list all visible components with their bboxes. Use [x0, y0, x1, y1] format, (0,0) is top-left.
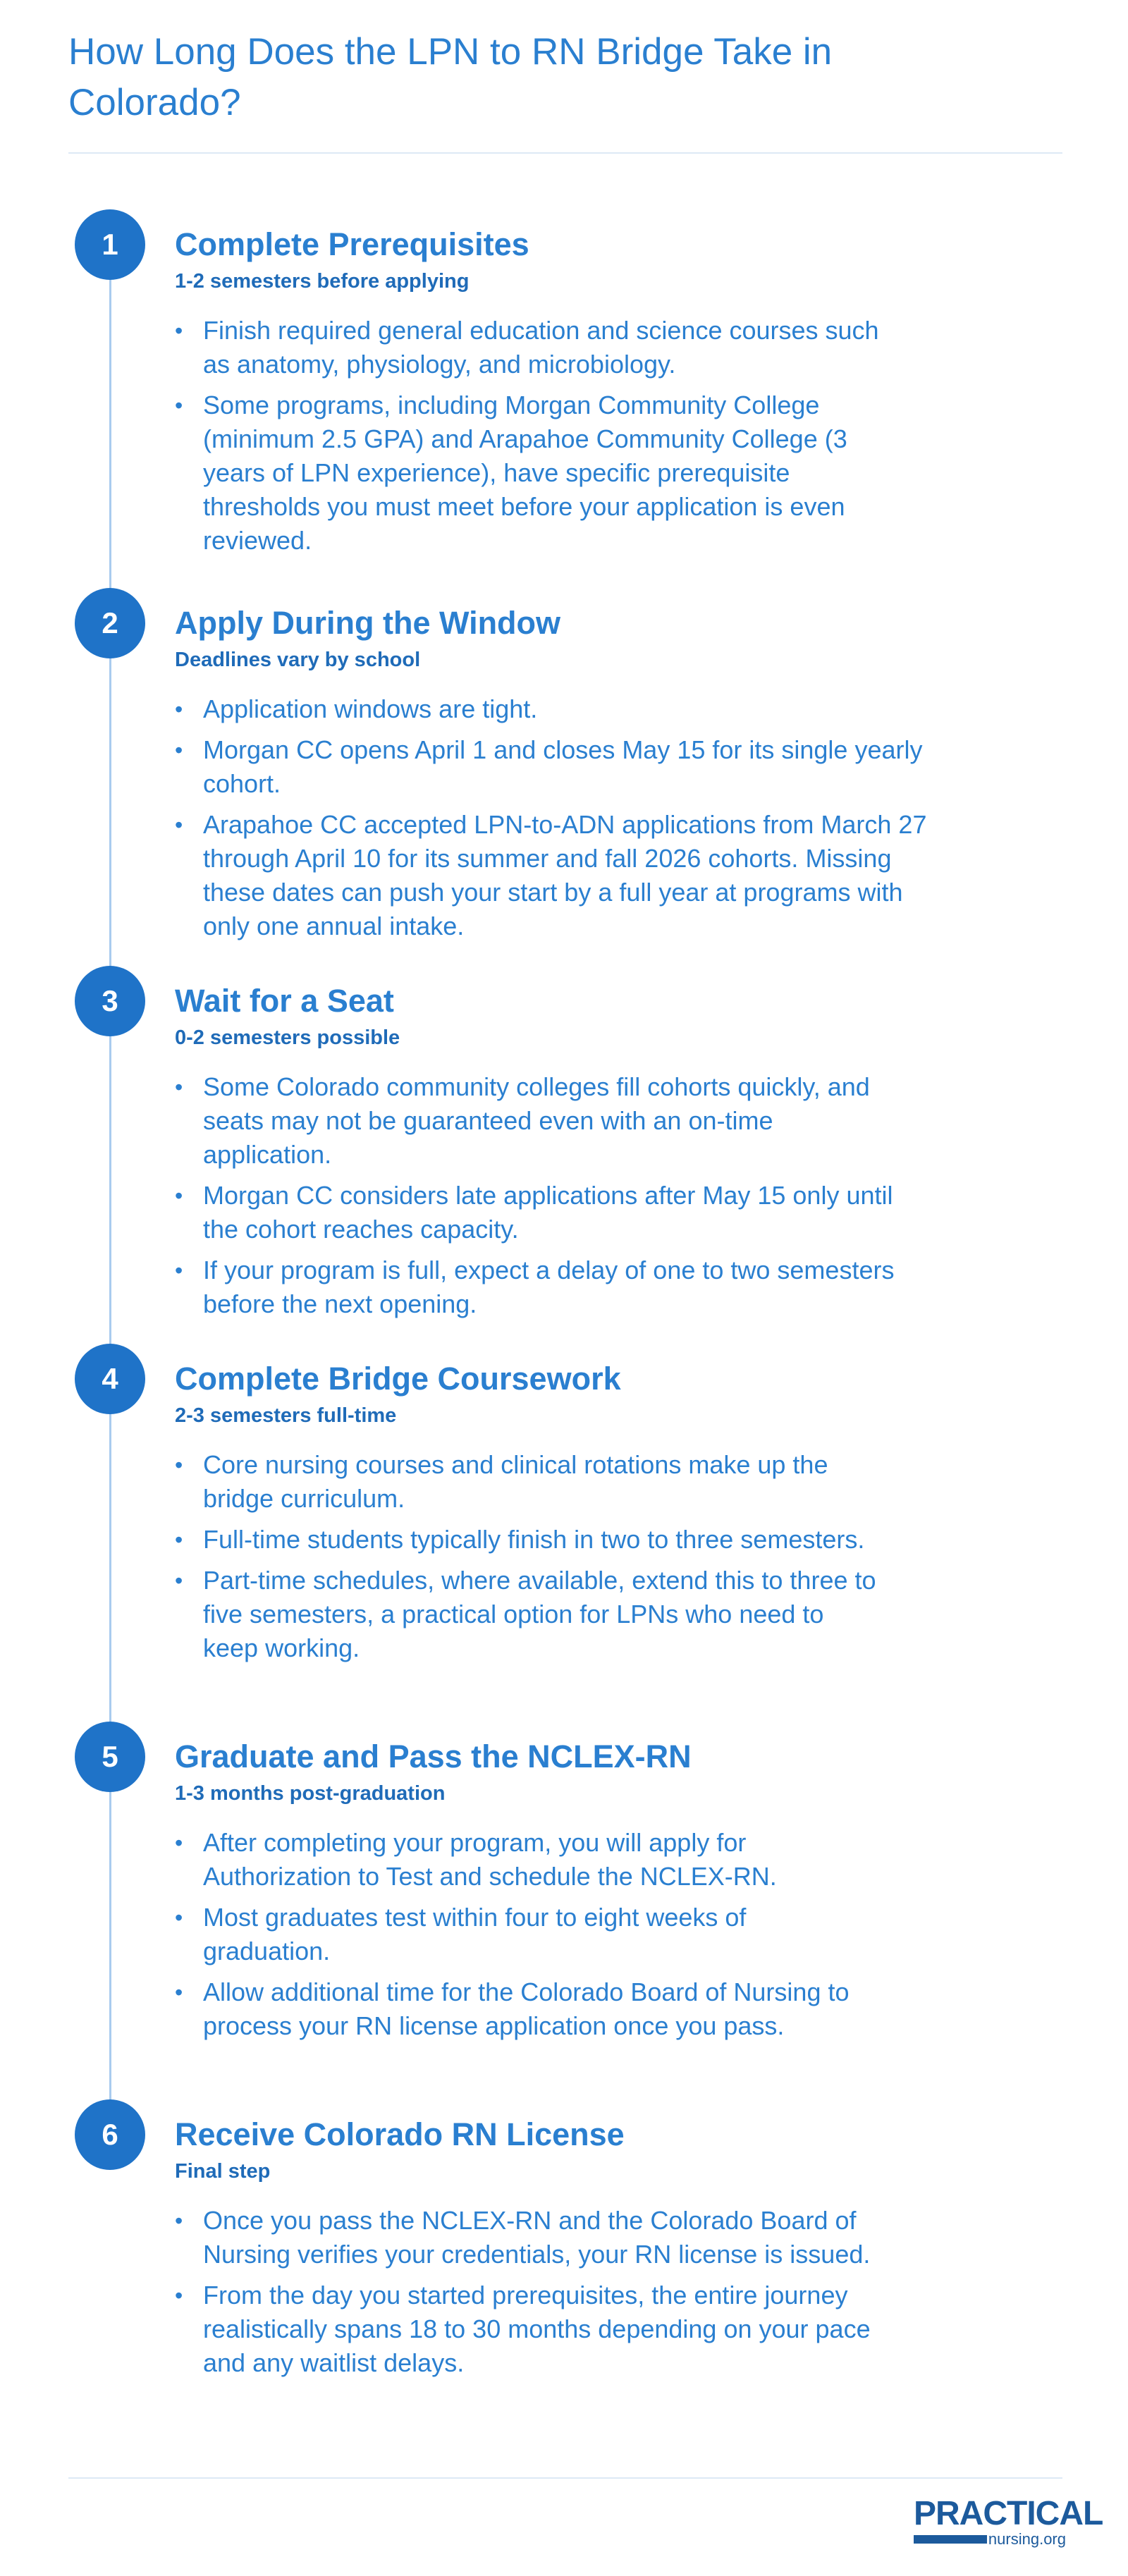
step-title: Complete Prerequisites — [175, 226, 529, 262]
step-title: Receive Colorado RN License — [175, 2116, 625, 2152]
step-number-badge: 4 — [75, 1344, 145, 1414]
list-item: • Morgan CC considers late applications after May 15 only until the cohort reaches capacity. — [175, 1179, 908, 1246]
step-duration: Final step — [175, 2160, 271, 2183]
list-item: • Once you pass the NCLEX-RN and the Colorado Board of Nursing verifies your credentials, your RN license is issued. — [175, 2204, 908, 2271]
list-item: • Most graduates test within four to eight weeks of graduation. — [175, 1901, 880, 1968]
step-number-badge: 5 — [75, 1722, 145, 1792]
step-duration: 1-3 months post-graduation — [175, 1782, 446, 1805]
list-item: • Arapahoe CC accepted LPN-to-ADN applications from March 27 through April 10 for its summer and fall 2026 cohorts. Missing these dates can push your start by a full year at programs with only one annual intake. — [175, 808, 943, 943]
list-item: • Application windows are tight. — [175, 692, 943, 726]
list-item: • From the day you started prerequisites, the entire journey realistically spans 18 to 30 months depending on your pace and any waitlist delays. — [175, 2278, 908, 2380]
timeline-line — [109, 245, 111, 2148]
step-number-badge: 2 — [75, 588, 145, 658]
step-bullet-list — [175, 1826, 880, 2050]
logo-bar — [914, 2535, 987, 2544]
list-item: • Some programs, including Morgan Community College (minimum 2.5 GPA) and Arapahoe Community College (3 years of LPN experience), have specific prerequisite thresholds you must meet before your application is even reviewed. — [175, 388, 908, 558]
step-duration: 2-3 semesters full-time — [175, 1404, 397, 1427]
list-item: • Core nursing courses and clinical rotations make up the bridge curriculum. — [175, 1448, 880, 1516]
header-divider — [68, 152, 1062, 154]
list-item: • Part-time schedules, where available, extend this to three to five semesters, a practical option for LPNs who need to keep working. — [175, 1564, 880, 1665]
logo-subline — [914, 2532, 1066, 2546]
step-number-badge: 1 — [75, 209, 145, 280]
list-item: • Morgan CC opens April 1 and closes May 15 for its single yearly cohort. — [175, 733, 943, 801]
step-title: Apply During the Window — [175, 605, 561, 641]
practical-nursing-logo — [914, 2495, 1103, 2549]
step-bullet-list — [175, 1070, 908, 1328]
step-duration: Deadlines vary by school — [175, 649, 421, 671]
step-number-badge: 3 — [75, 966, 145, 1036]
list-item: • If your program is full, expect a delay of one to two semesters before the next opening. — [175, 1253, 908, 1321]
logo-wordmark: PRACTICAL — [914, 2495, 1103, 2532]
step-duration: 1-2 semesters before applying — [175, 270, 470, 293]
step-bullet-list — [175, 314, 908, 565]
step-bullet-list — [175, 2204, 908, 2387]
footer-divider — [68, 2477, 1062, 2479]
step-duration: 0-2 semesters possible — [175, 1026, 400, 1049]
step-title: Wait for a Seat — [175, 983, 394, 1019]
page-title: How Long Does the LPN to RN Bridge Take in Colorado? — [68, 31, 833, 123]
step-title: Complete Bridge Coursework — [175, 1361, 621, 1397]
list-item: • Full-time students typically finish in two to three semesters. — [175, 1523, 880, 1557]
list-item: • After completing your program, you will apply for Authorization to Test and schedule the NCLEX-RN. — [175, 1826, 880, 1894]
step-bullet-list — [175, 692, 943, 950]
step-number-badge: 6 — [75, 2099, 145, 2170]
step-title: Graduate and Pass the NCLEX-RN — [175, 1738, 692, 1774]
list-item: • Some Colorado community colleges fill cohorts quickly, and seats may not be guaranteed even with an on-time application. — [175, 1070, 908, 1172]
logo-domain: nursing.org — [988, 2530, 1066, 2548]
step-bullet-list — [175, 1448, 880, 1672]
list-item: • Finish required general education and science courses such as anatomy, physiology, and microbiology. — [175, 314, 908, 381]
list-item: • Allow additional time for the Colorado Board of Nursing to process your RN license application once you pass. — [175, 1975, 880, 2043]
